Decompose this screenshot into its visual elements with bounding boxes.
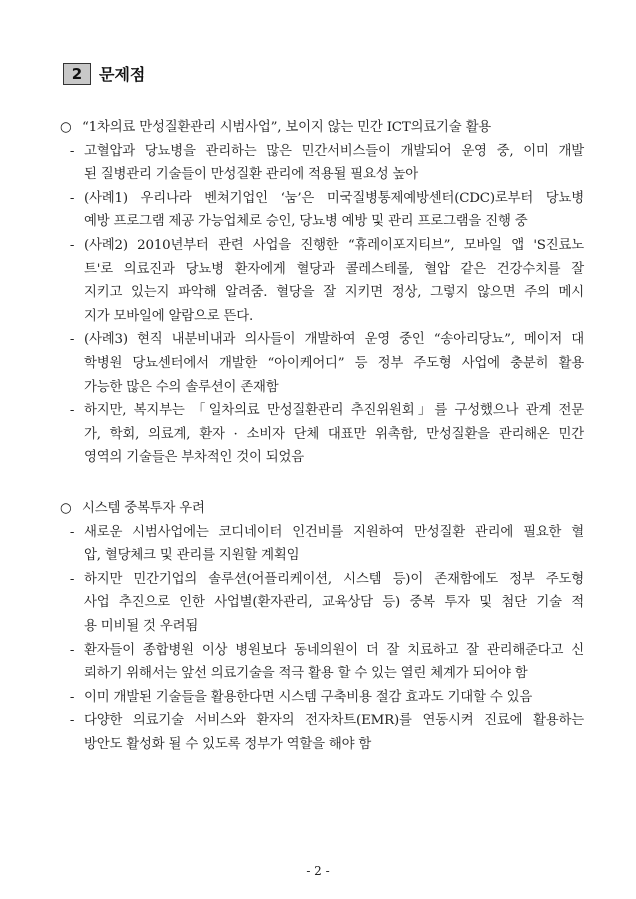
dash-bullet: - [69,571,75,587]
text-line: 학병원 당뇨센터에서 개발한 “아이케어디” 등 정부 주도형 사업에 충분히 활용 [84,355,584,371]
dash-bullet: - [69,524,75,540]
text-line: 영역의 기술들은 부차적인 것이 되었음 [84,450,304,466]
list-item [60,709,584,756]
text-line: 된 질병관리 기술들이 만성질환 관리에 적용될 필요성 높아 [84,167,419,183]
text-line: 지가 모바일에 알람으로 뜬다. [84,308,254,324]
text-line: 하지만, 복지부는 「일차의료 만성질환관리 추진위원회」를 구성했으나 관계 전문 [84,403,584,419]
list-item [60,521,584,568]
list-item-body [84,521,584,568]
dash-bullet: - [69,403,75,419]
text-line: 지키고 있는지 파악해 알려줌. 혈당을 잘 지키면 정상, 그렇지 않으면 주의 메시 [84,285,584,301]
text-line: 환자들이 종합병원 이상 병원보다 동네의원이 더 잘 치료하고 잘 관리해준다고 신 [84,642,584,658]
text-line: 압, 혈당체크 및 관리를 지원할 계획임 [84,548,300,564]
text-line: 가, 학회, 의료계, 환자 · 소비자 단체 대표만 위촉함, 만성질환을 관리해온 민간 [84,426,584,442]
text-line: 트'로 의료진과 당뇨병 환자에게 혈당과 콜레스테롤, 혈압 같은 건강수치를 잘 [84,261,584,277]
dash-bullet: - [69,642,75,658]
bullet-heading [60,497,584,521]
section-title: 문제점 [99,65,146,84]
list-item [60,328,584,399]
text-line: 이미 개발된 기술들을 활용한다면 시스템 구축비용 절감 효과도 기대할 수 있음 [84,689,533,705]
text-line: 다양한 의료기술 서비스와 환자의 전자차트(EMR)를 연동시켜 진료에 활용하는 [84,713,584,729]
bullet-heading [60,116,584,140]
list-item [60,568,584,639]
text-line: 하지만 민간기업의 솔루션(어플리케이션, 시스템 등)이 존재함에도 정부 주도형 [84,571,584,587]
text-line: (사례2) 2010년부터 관련 사업을 진행한 “휴레이포지티브”, 모바일 앱 'S진료노 [84,237,584,253]
page-number: - 2 - [306,864,330,878]
dash-bullet: - [69,143,75,159]
list-item-body [84,686,584,710]
list-item-body [84,140,584,187]
list-item-body [84,639,584,686]
list-item-body [84,568,584,639]
list-item-body [84,399,584,470]
list-item-body [84,234,584,328]
text-line: 고혈압과 당뇨병을 관리하는 많은 민간서비스들이 개발되어 운영 중, 이미 개발 [84,143,584,159]
list-item [60,399,584,470]
text-line: 가능한 많은 수의 솔루션이 존재함 [84,379,279,395]
section-number-box: 2 [63,63,91,85]
dash-bullet: - [69,237,75,253]
text-line: (사례3) 현직 내분비내과 의사들이 개발하여 운영 중인 “송아리당뇨”, 메이저 대 [84,332,584,348]
list-item [60,234,584,328]
list-item-body [84,709,584,756]
circle-bullet-icon: ○ [60,501,72,516]
text-line: 사업 추진으로 인한 사업별(환자관리, 교육상담 등) 중복 투자 및 첨단 기술 적 [84,595,584,611]
list-item [60,639,584,686]
dash-bullet: - [69,190,75,206]
issue-section-2 [60,497,584,757]
bullet-heading-text: “1차의료 만성질환관리 시범사업”, 보이지 않는 민간 ICT의료기술 활용 [82,120,492,135]
list-item-body [84,328,584,399]
bullet-heading-text: 시스템 중복투자 우려 [82,501,205,516]
dash-bullet: - [69,713,75,729]
section-heading [63,62,145,85]
text-line: 방안도 활성화 될 수 있도록 정부가 역할을 해야 함 [84,736,372,752]
dash-bullet: - [69,689,75,705]
issue-section-1 [60,116,584,470]
text-line: 뢰하기 위해서는 앞선 의료기술을 적극 활용 할 수 있는 열린 체계가 되어야 함 [84,666,528,682]
dash-bullet: - [69,332,75,348]
text-line: 예방 프로그램 제공 가능업체로 승인, 당뇨병 예방 및 관리 프로그램을 진행 중 [84,214,528,230]
circle-bullet-icon: ○ [60,120,72,135]
list-item [60,140,584,187]
list-item [60,686,584,710]
text-line: 새로운 시범사업에는 코디네이터 인건비를 지원하여 만성질환 관리에 필요한 혈 [84,524,584,540]
list-item-body [84,187,584,234]
list-item [60,187,584,234]
text-line: 용 미비될 것 우려됨 [84,618,199,634]
text-line: (사례1) 우리나라 벤쳐기업인 ‘눔’은 미국질병통제예방센터(CDC)로부터 당뇨병 [84,190,584,206]
